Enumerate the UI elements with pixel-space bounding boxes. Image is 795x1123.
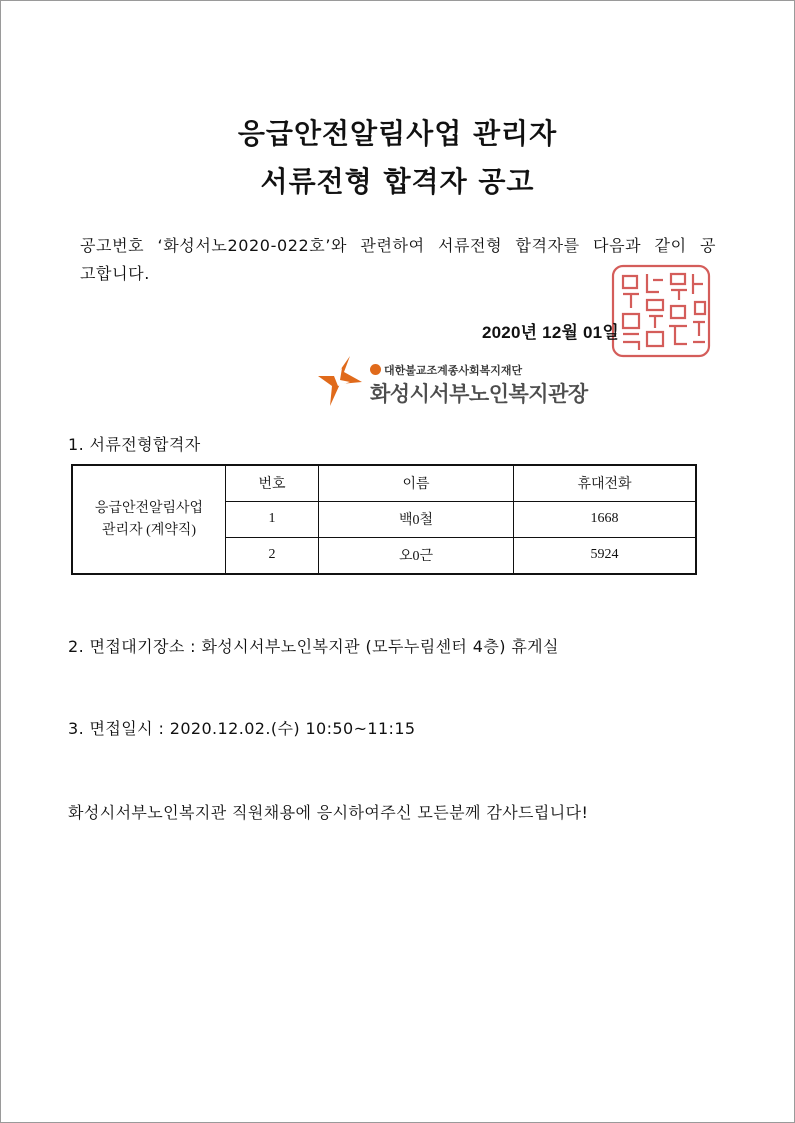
announcement-date: 2020년 12월 01일 xyxy=(482,323,619,342)
column-header-phone: 휴대전화 xyxy=(514,465,697,501)
column-header-number: 번호 xyxy=(226,465,319,501)
foundation-name-text: 대한불교조계종사회복지재단 xyxy=(384,365,523,377)
position-cell xyxy=(72,465,226,574)
welfare-center-logo-icon xyxy=(316,354,364,408)
welfare-center-director: 화성시서부노인복지관장 xyxy=(370,383,588,406)
closing-message: 화성시서부노인복지관 직원채용에 응시하여주신 모든분께 감사드립니다! xyxy=(68,803,589,822)
intro-paragraph: 공고번호 ‘화성서노2020-022호’와 관련하여 서류전형 합격자를 다음과 같이 공고합니다. xyxy=(80,236,716,283)
row1-number: 1 xyxy=(226,501,319,537)
foundation-name xyxy=(370,362,522,378)
document-title-line1: 응급안전알림사업 관리자 xyxy=(237,117,558,150)
section3-interview-time: 3. 면접일시 : 2020.12.02.(수) 10:50~11:15 xyxy=(68,719,416,738)
column-header-name: 이름 xyxy=(319,465,514,501)
table-header-row xyxy=(72,465,696,501)
row1-name: 백0철 xyxy=(319,501,514,537)
position-line2: 관리자 (계약직) xyxy=(102,522,196,538)
document-title-line2: 서류전형 합격자 공고 xyxy=(260,165,535,198)
passed-applicants-table xyxy=(71,464,697,575)
buddhist-emblem-icon xyxy=(370,364,381,375)
official-seal-stamp xyxy=(609,262,713,360)
row2-number: 2 xyxy=(226,537,319,574)
section1-heading: 1. 서류전형합격자 xyxy=(68,435,201,454)
position-line1: 응급안전알림사업 xyxy=(94,500,204,516)
row1-phone: 1668 xyxy=(514,501,697,537)
section2-interview-location: 2. 면접대기장소 : 화성시서부노인복지관 (모두누림센터 4층) 휴게실 xyxy=(68,637,559,656)
row2-phone: 5924 xyxy=(514,537,697,574)
row2-name: 오0근 xyxy=(319,537,514,574)
